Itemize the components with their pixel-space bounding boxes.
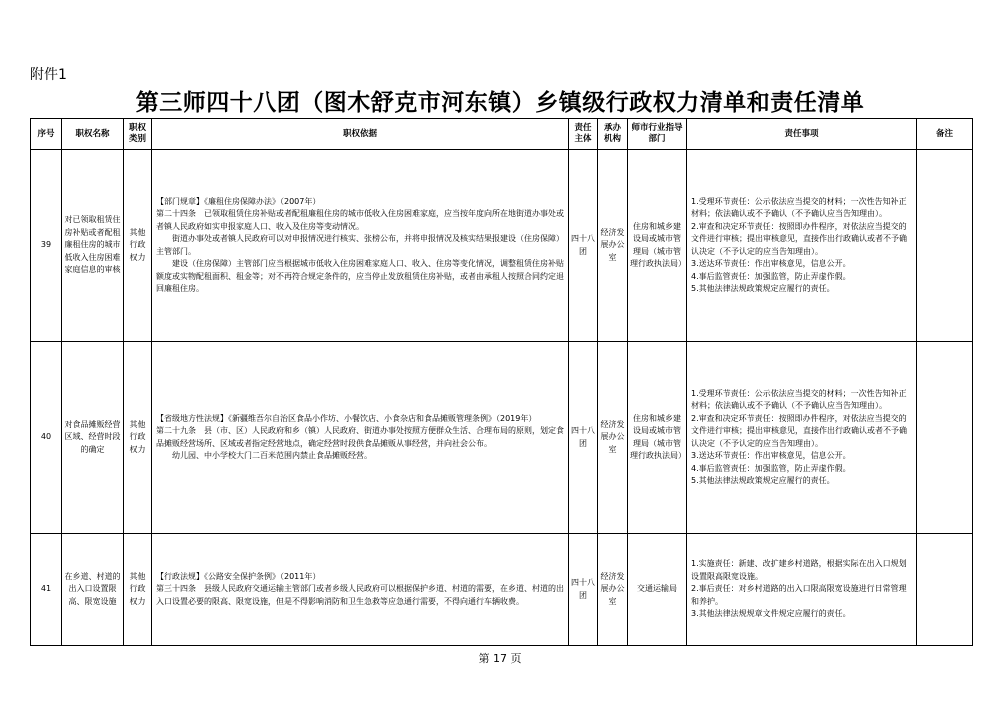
header-guide: 师市行业指导部门 xyxy=(628,119,687,150)
header-office: 承办机构 xyxy=(598,119,628,150)
cell-guide: 住房和城乡建设局或城市管理局（城市管理行政执法局） xyxy=(628,342,687,534)
duty-item: 5.其他法律法规政策规定应履行的责任。 xyxy=(691,284,835,293)
duty-item: 3.其他法律法规规章文件规定应履行的责任。 xyxy=(691,609,851,619)
duty-item: 4.事后监管责任：加强监管，防止弄虚作假。 xyxy=(691,271,851,281)
cell-name: 对食品摊贩经营区域、经营时段的确定 xyxy=(62,342,124,534)
cell-subject: 四十八团 xyxy=(569,150,598,342)
cell-guide: 交通运输局 xyxy=(628,534,687,646)
duty-item: 1.受理环节责任：公示依法应当提交的材料；一次性告知补正材料；依法确认或不予确认（不予确认应当告知理由）。 xyxy=(691,388,907,410)
header-duties: 责任事项 xyxy=(687,119,917,150)
cell-basis xyxy=(152,534,569,646)
duty-item: 2.审查和决定环节责任：按照即办件程序，对依法应当提交的文件进行审核；提出审核意见，直接作出行政确认或者不予确认决定（不予认定的应当告知理由）。 xyxy=(691,413,907,448)
cell-duties xyxy=(687,342,917,534)
cell-no: 41 xyxy=(31,534,62,646)
duty-item: 2.审查和决定环节责任：按照即办件程序，对依法应当提交的文件进行审核；提出审核意见，直接作出行政确认或者不予确认决定（不予认定的应当告知理由）。 xyxy=(691,221,907,256)
basis-paragraph: 幼儿园、中小学校大门二百米范围内禁止食品摊贩经营。 xyxy=(172,451,372,460)
cell-subject: 四十八团 xyxy=(569,534,598,646)
basis-source: 【部门规章】《廉租住房保障办法》（2007年） xyxy=(156,196,321,206)
cell-remark xyxy=(917,150,973,342)
cell-category: 其他行政权力 xyxy=(124,534,152,646)
table-row xyxy=(31,534,973,646)
table-header-row xyxy=(31,119,973,150)
duty-item: 4.事后监管责任：加强监管，防止弄虚作假。 xyxy=(691,463,851,473)
cell-office: 经济发展办公室 xyxy=(598,150,628,342)
cell-no: 40 xyxy=(31,342,62,534)
cell-remark xyxy=(917,342,973,534)
cell-duties xyxy=(687,534,917,646)
basis-paragraph: 第二十四条 已领取租赁住房补贴或者配租廉租住房的城市低收入住房困难家庭，应当按年度向所在地街道办事处或者镇人民政府如实申报家庭人口、收入及住房等变动情况。 xyxy=(156,209,564,231)
header-basis: 职权依据 xyxy=(152,119,569,150)
header-remark: 备注 xyxy=(917,119,973,150)
header-name: 职权名称 xyxy=(62,119,124,150)
header-category: 职权类别 xyxy=(124,119,152,150)
cell-name: 在乡道、村道的出入口设置限高、限宽设施 xyxy=(62,534,124,646)
table-row xyxy=(31,342,973,534)
basis-paragraph: 第三十四条 县级人民政府交通运输主管部门或者乡级人民政府可以根据保护乡道、村道的需要，在乡道、村道的出入口设置必要的限高、限宽设施，但是不得影响消防和卫生急救等应急通行需要，不得向通行车辆收费。 xyxy=(156,584,564,606)
cell-name: 对已领取租赁住房补贴或者配租廉租住房的城市低收入住房困难家庭信息的审核 xyxy=(62,150,124,342)
table-row xyxy=(31,150,973,342)
cell-guide: 住房和城乡建设局或城市管理局（城市管理行政执法局） xyxy=(628,150,687,342)
cell-no: 39 xyxy=(31,150,62,342)
cell-basis xyxy=(152,342,569,534)
basis-source: 【省级地方性法规】《新疆维吾尔自治区食品小作坊、小餐饮店、小食杂店和食品摊贩管理条例》（2019年） xyxy=(156,413,537,423)
duty-item: 1.受理环节责任：公示依法应当提交的材料；一次性告知补正材料；依法确认或不予确认（不予确认应当告知理由）。 xyxy=(691,196,907,218)
power-list-table xyxy=(30,118,973,646)
header-no: 序号 xyxy=(31,119,62,150)
cell-duties xyxy=(687,150,917,342)
cell-category: 其他行政权力 xyxy=(124,342,152,534)
basis-paragraph: 建设（住房保障）主管部门应当根据城市低收入住房困难家庭人口、收入、住房等变化情况，调整租赁住房补贴额度或实物配租面积、租金等；对不再符合规定条件的，应当停止发放租赁住房补贴，或者由承租人按照合同约定退回廉租住房。 xyxy=(156,259,564,293)
basis-paragraph: 街道办事处或者镇人民政府可以对申报情况进行核实、张榜公布，并将申报情况及核实结果报建设（住房保障）主管部门。 xyxy=(156,234,564,256)
cell-subject: 四十八团 xyxy=(569,342,598,534)
document-title: 第三师四十八团（图木舒克市河东镇）乡镇级行政权力清单和责任清单 xyxy=(135,89,865,116)
duty-item: 2.事后责任：对乡村道路的出入口限高限宽设施进行日常管理和养护。 xyxy=(691,584,907,606)
cell-office: 经济发展办公室 xyxy=(598,534,628,646)
cell-category: 其他行政权力 xyxy=(124,150,152,342)
page-number: 第 17 页 xyxy=(478,652,522,665)
cell-basis xyxy=(152,150,569,342)
attachment-label: 附件1 xyxy=(30,67,67,83)
duty-item: 3.送达环节责任：作出审核意见，信息公开。 xyxy=(691,451,851,460)
duty-item: 5.其他法律法规政策规定应履行的责任。 xyxy=(691,476,835,485)
duty-item: 1.实施责任：新建、改扩建乡村道路，根据实际在出入口规划设置限高限宽设施。 xyxy=(691,559,907,581)
basis-source: 【行政法规】《公路安全保护条例》（2011年） xyxy=(156,571,321,581)
cell-office: 经济发展办公室 xyxy=(598,342,628,534)
duty-item: 3.送达环节责任：作出审核意见，信息公开。 xyxy=(691,259,851,268)
header-subject: 责任主体 xyxy=(569,119,598,150)
basis-paragraph: 第二十九条 县（市、区）人民政府和乡（镇）人民政府、街道办事处按照方便群众生活、合理布局的原则，划定食品摊贩经营场所、区域或者指定经营地点，确定经营时段供食品摊贩从事经营，并向社会公布。 xyxy=(156,426,564,448)
cell-remark xyxy=(917,534,973,646)
